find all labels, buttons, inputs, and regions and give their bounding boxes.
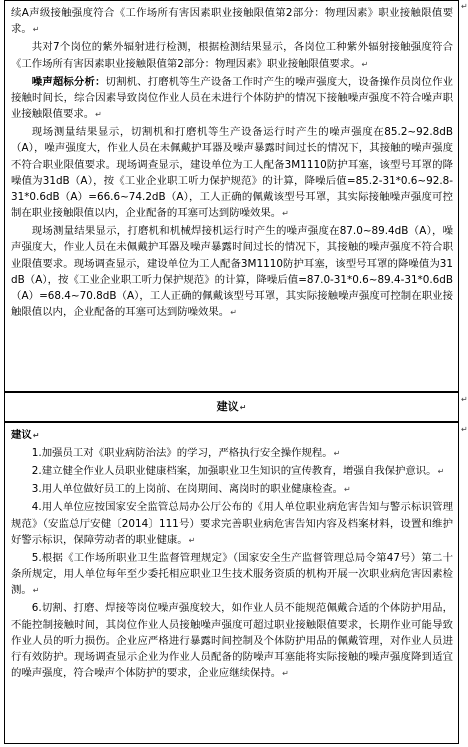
noise-analysis-paragraph: 噪声超标分析：切割机、打磨机等生产设备工作时产生的噪声强度大，设备操作员岗位作业接触时间长，综合因素导致岗位作业人员在未进行个体防护的情况下接触噪声强度不符合噪声职业接触限值要求。↵: [11, 75, 454, 120]
suggestion-item: 4.用人单位应按国家安全监管总局办公厅公布的《用人单位职业病危害告知与警示标识管理规范》（安监总厅安健〔2014〕111号）要求完善职业病危害告知内容及档案材料，设置和维护好警示标识，保障劳动者的职业健康。↵: [11, 501, 453, 546]
cell-end-mark: ↵: [461, 2, 468, 11]
suggestion-item: 2.建立健全作业人员职业健康档案，加强职业卫生知识的宣传教育，增强自我保护意识。↵: [31, 465, 445, 478]
noise-measurement-paragraph-2: 现场测量结果显示，打磨机和机械焊接机运行时产生的噪声强度在87.0~89.4dB（A），噪声强度大，作业人员在未佩戴护耳器及噪声暴露时间过长的情况下，其接触的噪声强度不符合职业限值要求。现场调查显示，建设单位为工人配备3M1110防护耳塞，该型号耳罩的降噪值为31dB（A），按《工业企业职工听力保护规范》的计算，降噪后值=87.0-31*0.6~89.4-31*0.6dB（A）=68.4~70.8dB（A），工人正确的佩戴该型号耳罩，其实际接触噪声强度可控制在职业接触限值以内，企业配备的耳塞可达到防噪效果。↵: [11, 225, 453, 319]
suggestions-cell: [4, 422, 459, 744]
suggestion-item: 6.切割、打磨、焊接等岗位噪声强度较大，如作业人员不能规范佩戴合适的个体防护用品，不能控制接触时间，其岗位作业人员接触噪声强度可超过职业接触限值要求，长期作业可能导致作业人员的听力损伤。企业应严格进行暴露时间控制及个体防护用品的佩戴管理，对作业人员进行有效防护。现场调查显示企业为作业人员配备的防噪声耳塞能将实际接触的噪声强度降到适宜的噪声强度，符合噪声个体防护的要求，企业应继续保持。↵: [11, 602, 453, 680]
assessment-cell: [4, 0, 459, 392]
uv-detection-paragraph: 共对7个岗位的紫外辐射进行检测，根据检测结果显示，各岗位工种紫外辐射接触强度符合《工作场所有害因素职业接触限值第2部分：物理因素》职业接触限值要求。↵: [11, 41, 453, 70]
noise-analysis-title: 噪声超标分析：: [31, 75, 106, 88]
cell-end-mark: ↵: [461, 395, 468, 404]
section-header: 建议: [216, 400, 239, 413]
suggestion-item: 5.根据《工作场所职业卫生监督管理规定》（国家安全生产监督管理总局令第47号）第二十条所规定，用人单位每年至少委托相应职业卫生技术服务资质的机构开展一次职业病危害因素检测。↵: [11, 551, 453, 597]
uv-conclusion-paragraph: 续A声级接触强度符合《工作场所有害因素职业接触限值第2部分：物理因素》职业接触限值要求。↵: [11, 7, 453, 36]
suggestion-header-cell: 建议↵: [4, 392, 459, 422]
cell-end-mark: ↵: [461, 425, 468, 434]
suggestions-title: 建议↵: [11, 429, 40, 441]
noise-measurement-paragraph-1: 现场测量结果显示，切割机和打磨机等生产设备运行时产生的噪声强度在85.2~92.8dB（A），噪声强度大，作业人员在未佩戴护耳器及噪声暴露时间过长的情况下，其接触的噪声强度不符合职业限值要求。现场调查显示，建设单位为工人配备3M1110防护耳塞，该型号耳罩的降噪值为31dB（A），按《工业企业职工听力保护规范》的计算，降噪后值=85.2-31*0.6~92.8-31*0.6dB（A）=66.6~74.2dB（A），工人正确的佩戴该型号耳罩，其实际接触噪声强度可控制在职业接触限值以内，企业配备的耳塞可达到防噪效果。↵: [11, 126, 453, 220]
suggestion-item: 1.加强员工对《职业病防治法》的学习，严格执行安全操作规程。↵: [31, 447, 341, 460]
suggestion-item: 3.用人单位做好员工的上岗前、在岗期间、离岗时的职业健康检查。↵: [31, 483, 351, 496]
